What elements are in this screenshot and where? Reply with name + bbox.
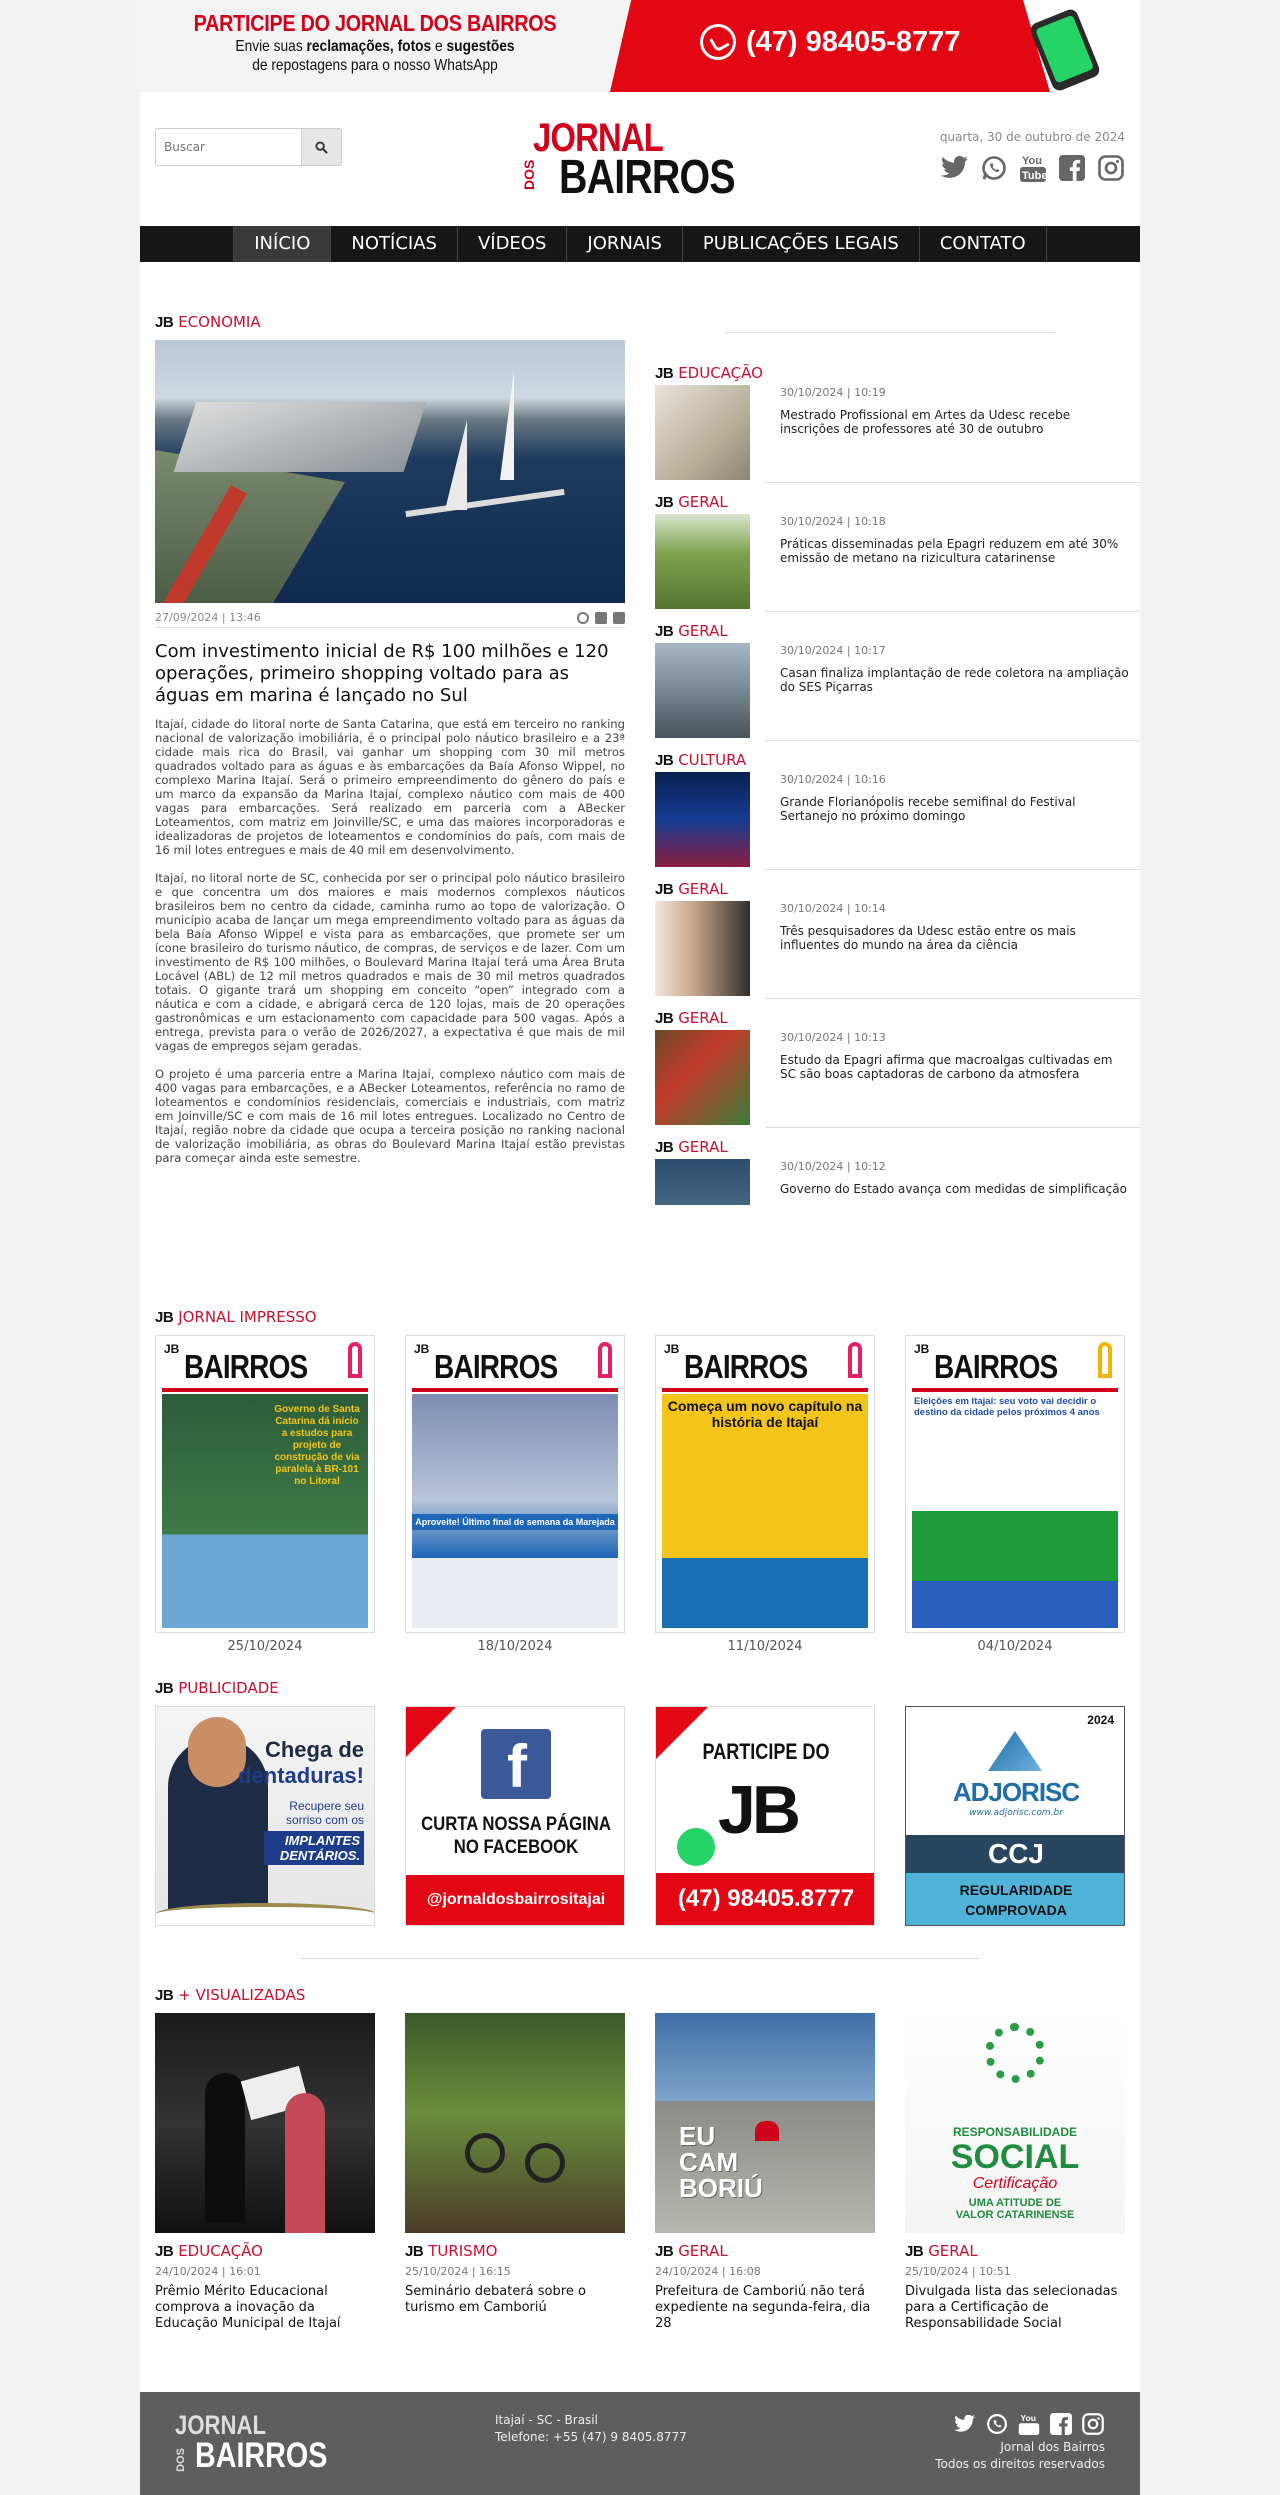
adjorisc-logo-icon [988, 1731, 1042, 1771]
most-viewed-title[interactable]: Divulgada lista das selecionadas para a Certificação de Responsabilidade Social [905, 2284, 1118, 2331]
news-title[interactable]: Práticas disseminadas pela Epagri reduzem em até 30% emissão de metano na rizicultura catarinense [780, 537, 1119, 565]
twitter-icon[interactable] [953, 2412, 977, 2436]
section-title: JB TURISMO [405, 2242, 498, 2260]
edition-headline: Governo de Santa Catarina dá início a estudos para projeto de construção de via paralela à BR-101 no Litoral [274, 1404, 360, 1487]
section-title: JB GERAL [655, 2242, 728, 2260]
edition-headline: Aproveite! Último final de semana da Marejada [412, 1514, 618, 1530]
news-thumbnail[interactable] [655, 901, 750, 996]
nav-item-inicio[interactable]: INÍCIO [233, 226, 331, 262]
news-list-item[interactable] [655, 363, 1140, 492]
whatsapp-icon[interactable] [985, 2412, 1009, 2436]
news-date: 30/10/2024 | 10:13 [780, 1031, 886, 1044]
section-title: JB GERAL [655, 622, 728, 640]
news-date: 30/10/2024 | 10:16 [780, 773, 886, 786]
news-list-item[interactable] [655, 750, 1140, 879]
ad-facebook[interactable]: f CURTA NOSSA PÁGINA NO FACEBOOK @jornaldosbairrositajai [405, 1706, 625, 1926]
ad-adjorisc[interactable]: 2024 ADJORISC www.adjorisc.com.br CCJ REGULARIDADE COMPROVADA [905, 1706, 1125, 1926]
svg-text:You: You [1022, 155, 1042, 167]
news-title[interactable]: Estudo da Epagri afirma que macroalgas cultivadas em SC são boas captadoras de carbono da atmosfera [780, 1053, 1113, 1081]
featured-image[interactable] [155, 340, 625, 603]
header [140, 92, 1140, 226]
nav-item-contato[interactable]: CONTATO [920, 226, 1047, 262]
most-viewed-image[interactable] [155, 2013, 375, 2233]
search-input[interactable] [155, 128, 302, 166]
news-list-item[interactable] [655, 1008, 1140, 1137]
section-title: JB GERAL [655, 493, 728, 511]
share-buttons [577, 612, 625, 624]
news-title[interactable]: Casan finaliza implantação de rede coletora na ampliação do SES Piçarras [780, 666, 1129, 694]
news-list-item[interactable] [655, 492, 1140, 621]
edition-cover[interactable]: JB BAIRROS Aproveite! Último final de semana da Marejada [405, 1335, 625, 1633]
article-headline[interactable]: Com investimento inicial de R$ 100 milhões e 120 operações, primeiro shopping voltado para as águas em marina é lançado no Sul [155, 641, 609, 706]
news-title[interactable]: Grande Florianópolis recebe semifinal do Festival Sertanejo no próximo domingo [780, 795, 1076, 823]
footer-social-links [953, 2412, 1105, 2436]
svg-text:You: You [1020, 2412, 1037, 2423]
article-paragraph: Itajaí, no litoral norte de SC, conhecida por ser o principal polo náutico brasileiro e que concentra um dos maiores e mais modernos complexos náuticos brasileiros bem no centro da cidade, caminha rumo ao topo de valorização. O município acaba de lançar um mega empreendimento voltado para as águas da bela Baía Afonso Wippel e vista para as embarcações, que promete ser um ícone brasileiro do turismo náutico, de compras, de serviços e de lazer. Com um investimento de R$ 100 milhões, o Boulevard Marina Itajaí terá uma Área Bruta Locável (ABL) de 12 mil metros quadrados e mais de 30 mil metros quadrados totais. O gigante trará um shopping em conceito “open” integrado com a náutica e com a cidade, e abrigará cerca de 120 lojas, mais de 20 operações gastronômicas e um estacionamento com capacidade para 500 vagas. Após a entrega, prevista para o verão de 2026/2027, a expectativa é que mais de mil vagas de empregos sejam geradas. [155, 871, 625, 1053]
most-viewed-item[interactable] [405, 2013, 625, 2332]
news-date: 30/10/2024 | 10:18 [780, 515, 886, 528]
edition-date: 04/10/2024 [977, 1639, 1053, 1654]
edition-headline: Começa um novo capítulo na história de Itajaí [667, 1398, 863, 1430]
news-list-item[interactable] [655, 879, 1140, 1008]
camboriu-sign: EU CAM BORIÚ [679, 2121, 763, 2203]
edition-cover[interactable]: JB BAIRROS Governo de Santa Catarina dá início a estudos para projeto de construção de via paralela à BR-101 no Litoral [155, 1335, 375, 1633]
section-title: JB GERAL [905, 2242, 978, 2260]
edition-cover[interactable]: JB BAIRROS Começa um novo capítulo na história de Itajaí [655, 1335, 875, 1633]
news-thumbnail[interactable] [655, 643, 750, 738]
most-viewed-item[interactable] [155, 2013, 375, 2332]
news-thumbnail[interactable] [655, 1030, 750, 1125]
most-viewed-date: 24/10/2024 | 16:01 [155, 2265, 261, 2278]
edition-card[interactable] [905, 1335, 1125, 1654]
article-paragraph: O projeto é uma parceria entre a Marina Itajaí, complexo náutico com mais de 400 vagas para embarcações, e a ABecker Loteamentos, referência no ramo de loteamentos e condomínios residenciais, comerciais e industriais, com matriz em Joinville/SC e com mais de 16 mil lotes entregues. Localizado no Centro de Itajaí, região nobre da cidade que ocupa a terceira posição no ranking nacional de valorização imobiliária, as obras do Boulevard Marina Itajaí estão previstas para começar ainda este semestre. [155, 1067, 625, 1165]
news-thumbnail[interactable] [655, 514, 750, 609]
news-title[interactable]: Mestrado Profissional em Artes da Udesc recebe inscrições de professores até 30 de outubro [780, 408, 1071, 436]
most-viewed-date: 24/10/2024 | 16:08 [655, 2265, 761, 2278]
news-thumbnail[interactable] [655, 1159, 750, 1205]
section-title: JB JORNAL IMPRESSO [155, 1308, 317, 1326]
ads-grid [140, 1706, 1140, 1926]
most-viewed-image[interactable] [655, 2013, 875, 2233]
search-form [155, 128, 342, 166]
latest-news [655, 312, 1140, 1205]
footer [140, 2392, 1140, 2495]
facebook-icon[interactable] [1049, 2412, 1073, 2436]
edition-cover[interactable]: JB BAIRROS Eleições em Itajaí: seu voto vai decidir o destino da cidade pelos próximos 4 anos [905, 1335, 1125, 1633]
article-date: 27/09/2024 | 13:46 [155, 611, 261, 624]
whatsapp-banner[interactable]: PARTICIPE DO JORNAL DOS BAIRROS Envie suas reclamações, fotos e sugestões de repostagens para o nosso WhatsApp (47) 98405-8777 [140, 0, 1140, 92]
section-title: JB + VISUALIZADAS [155, 1986, 306, 2004]
search-button[interactable] [302, 128, 342, 166]
site-logo[interactable]: JORNAL DOS BAIRROS [521, 116, 735, 204]
whatsapp-icon[interactable] [980, 154, 1008, 182]
share-twitter-icon[interactable] [613, 612, 625, 624]
article-paragraph: Itajaí, cidade do litoral norte de Santa Catarina, que está em terceiro no ranking nacional de valorização imobiliária, é o principal polo náutico brasileiro e a 23ª cidade mais rica do Brasil, vai ganhar um shopping com 30 mil metros quadrados voltado para as águas e às embarcações da Baía Afonso Wippel, no complexo Marina Itajaí. Será o primeiro empreendimento do gênero do país e um marco da expansão da Marina Itajaí, complexo náutico com mais de 400 vagas para embarcações. Será realizado em parceria com a ABecker Loteamentos, com matriz em Joinville/SC, e uma das maiores incorporadoras e idealizadoras de projetos de loteamentos e condomínios do país, com mais de 16 mil lotes entregues e mais de 40 mil em desenvolvimento. [155, 717, 625, 857]
youtube-icon[interactable] [1017, 2412, 1041, 2436]
section-title: JB CULTURA [655, 751, 747, 769]
most-viewed-date: 25/10/2024 | 16:15 [405, 2265, 511, 2278]
most-viewed-title[interactable]: Prefeitura de Camboriú não terá expediente na segunda-feira, dia 28 [655, 2284, 871, 2331]
ad-participe[interactable]: PARTICIPE DO JB (47) 98405.8777 [655, 1706, 875, 1926]
ad-dental[interactable]: Chega de dentaduras! Recupere seu sorriso com os IMPLANTES DENTÁRIOS. [155, 1706, 375, 1926]
edition-headline: Eleições em Itajaí: seu voto vai decidir o destino da cidade pelos próximos 4 anos [914, 1396, 1100, 1418]
news-date: 30/10/2024 | 10:17 [780, 644, 886, 657]
nav-item-jornais[interactable]: JORNAIS [567, 226, 683, 262]
most-viewed-title[interactable]: Seminário debaterá sobre o turismo em Camboriú [405, 2284, 586, 2315]
news-date: 30/10/2024 | 10:19 [780, 386, 886, 399]
footer-address: Itajaí - SC - Brasil Telefone: +55 (47) 9 8405.8777 [495, 2413, 687, 2444]
most-viewed-image[interactable] [405, 2013, 625, 2233]
section-title: JB GERAL [655, 880, 728, 898]
social-links [941, 154, 1125, 182]
most-viewed-title[interactable]: Prêmio Mérito Educacional comprova a inovação da Educação Municipal de Itajaí [155, 2284, 341, 2331]
news-list-item[interactable] [655, 1137, 1140, 1205]
section-title: JB GERAL [655, 1138, 728, 1156]
current-date: quarta, 30 de outubro de 2024 [939, 130, 1125, 144]
most-viewed-image[interactable]: RESPONSABILIDADE SOCIAL Certificação UMA ATITUDE DE VALOR CATARINENSE [905, 2013, 1125, 2233]
whatsapp-icon [700, 24, 736, 60]
instagram-icon[interactable] [1081, 2412, 1105, 2436]
youtube-icon[interactable] [1019, 154, 1047, 182]
search-icon [315, 141, 328, 154]
edition-card[interactable] [655, 1335, 875, 1654]
banner-phone: (47) 98405-8777 [746, 25, 961, 58]
instagram-icon[interactable] [1097, 154, 1125, 182]
page [140, 0, 1140, 2495]
main-content [140, 262, 1140, 1307]
edition-date: 18/10/2024 [477, 1639, 553, 1654]
most-viewed-date: 25/10/2024 | 10:51 [905, 2265, 1011, 2278]
whatsapp-icon [674, 1825, 718, 1869]
twitter-icon[interactable] [941, 154, 969, 182]
nav-item-videos[interactable]: VÍDEOS [458, 226, 567, 262]
news-list-item[interactable] [655, 621, 1140, 750]
editions-grid [140, 1335, 1140, 1654]
news-thumbnail[interactable] [655, 385, 750, 480]
facebook-icon: f [481, 1729, 551, 1799]
news-title[interactable]: Governo do Estado avança com medidas de simplificação [780, 1182, 1127, 1196]
main-nav [140, 226, 1140, 262]
most-viewed-grid [140, 2013, 1140, 2392]
featured-article [155, 312, 625, 1165]
most-viewed-item[interactable] [905, 2013, 1125, 2332]
banner-title: PARTICIPE DO JORNAL DOS BAIRROS [193, 10, 557, 36]
news-date: 30/10/2024 | 10:14 [780, 902, 886, 915]
section-title: JB EDUCAÇÃO [655, 364, 763, 382]
footer-copyright: Jornal dos Bairros Todos os direitos reservados [935, 2440, 1105, 2471]
share-whatsapp-icon[interactable] [577, 612, 589, 624]
nav-item-noticias[interactable]: NOTÍCIAS [331, 226, 458, 262]
share-facebook-icon[interactable] [595, 612, 607, 624]
section-title: JB PUBLICIDADE [155, 1679, 279, 1697]
facebook-icon[interactable] [1058, 154, 1086, 182]
svg-text:Tube: Tube [1022, 170, 1047, 182]
edition-card[interactable] [405, 1335, 625, 1654]
news-thumbnail[interactable] [655, 772, 750, 867]
news-date: 30/10/2024 | 10:12 [780, 1160, 886, 1173]
section-title: JB GERAL [655, 1009, 728, 1027]
most-viewed-item[interactable] [655, 2013, 875, 2332]
news-title[interactable]: Três pesquisadores da Udesc estão entre os mais influentes do mundo na área da ciência [780, 924, 1076, 952]
edition-card[interactable] [155, 1335, 375, 1654]
section-title: JB ECONOMIA [155, 313, 261, 331]
nav-item-publicacoes-legais[interactable]: PUBLICAÇÕES LEGAIS [683, 226, 920, 262]
edition-date: 11/10/2024 [727, 1639, 803, 1654]
section-title: JB EDUCAÇÃO [155, 2242, 263, 2260]
edition-date: 25/10/2024 [227, 1639, 303, 1654]
footer-logo[interactable]: JORNAL BAIRROS DOS [174, 2410, 328, 2475]
